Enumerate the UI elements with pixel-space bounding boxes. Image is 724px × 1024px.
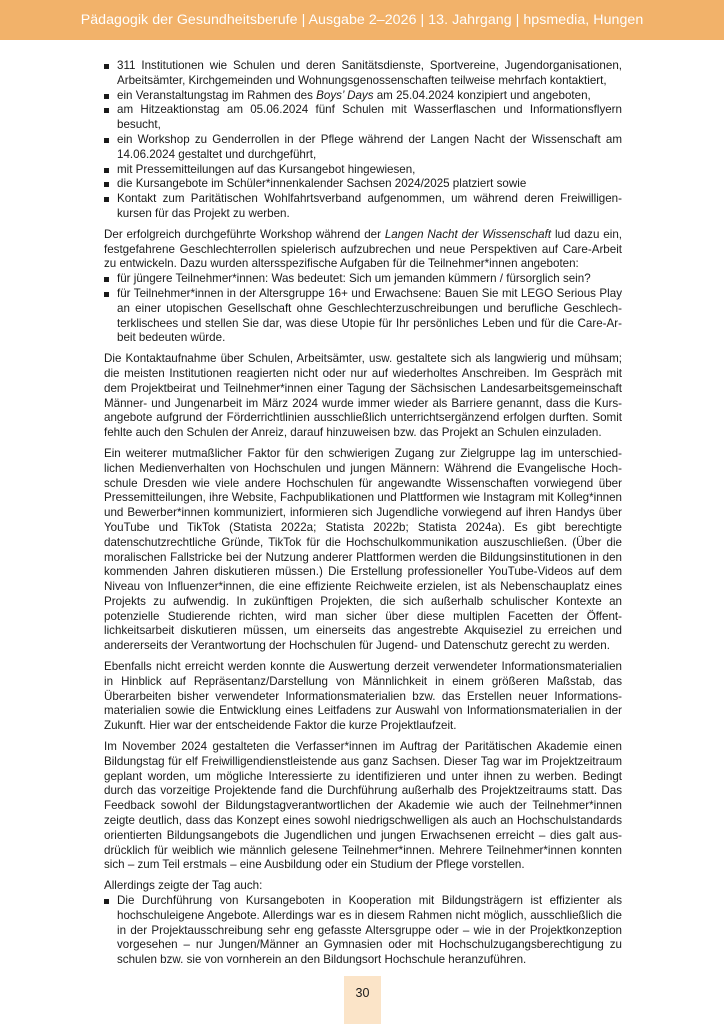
journal-header-title: Pädagogik der Gesundheitsberufe | Ausgabe 2–2026 | 13. Jahrgang | hpsmedia, Hungen xyxy=(80,12,644,28)
page-number: 30 xyxy=(355,986,370,1000)
list-item: ein Veranstaltungstag im Rahmen des Boys’ Days am 25.04.2024 konzipiert und angeboten, xyxy=(104,89,622,104)
paragraph: Im November 2024 gestalteten die Verfasser*innen im Auftrag der Paritätischen Akademie einen Bildungstag für elf Freiwilligendienstleistende aus ganz Sachsen. Dieser Tag war im Projektzeitraum geplant worden, um mögliche Interessierte zu identifizieren und unter ihnen zu werben. Bedingt durch das vorzeitige Projektende fand die Durchführung außerhalb des Projektzeitraums statt. Das Feedback sowohl der Bildungstagverantwortlichen der Akademie wie auch der Teilnehmer*innen zeigte deutlich, dass das Konzept eines sowohl niedrigschwelligen als auch an Hochschulstandards orientierten Bildungsangebots die Jugendlichen und jungen Erwachsenen erreicht – dies galt ausdrücklich für weiblich wie männlich gelesene Teilnehmer*innen. Mehrere Teilnehmer*innen konnten sich – zum Teil erstmals – eine Ausbildung oder ein Studium der Pflege vorstellen. xyxy=(104,740,622,872)
list-item: mit Pressemitteilungen auf das Kursangebot hingewiesen, xyxy=(104,163,622,178)
list-item: ein Workshop zu Genderrollen in der Pflege während der Langen Nacht der Wissenschaft am 14.06.2024 gestaltet und durchgeführt, xyxy=(104,133,622,163)
paragraph: Der erfolgreich durchgeführte Workshop während der Langen Nacht der Wissenschaft lud dazu ein, festgefahrene Geschlechterrollen spielerisch aufzubrechen und neue Perspektiven auf Care-Arbeit zu entwickeln. Dazu wurden altersspezifische Aufgaben für die Teilnehmer*innen angeboten: xyxy=(104,227,623,271)
paragraph: Die Kontaktaufnahme über Schulen, Arbeitsämter, usw. gestaltete sich als langwierig und mühsam; die meisten Institutionen reagierten nicht oder nur auf wiederholtes Anschreiben. Im Gespräch mit dem Projektbeirat und Teilnehmer*innen einer Tagung der Sächsischen Landesarbeitsgemeinschaft Männer- und Jungenarbeit im März 2024 wurde immer wieder als Barriere genannt, dass die Kursangebote aufgrund der Förderrichtlinien ausschließlich unterrichtsergänzend erfolgen durften. Somit fehlte auch den Schulen der Anreiz, darauf hinzuweisen bzw. das Projekt an Schulen einzuladen. xyxy=(104,352,622,440)
activity-list xyxy=(104,59,622,222)
article-body xyxy=(104,59,622,974)
journal-header xyxy=(0,0,724,40)
paragraph: Ebenfalls nicht erreicht werden konnte die Auswertung derzeit verwendeter Informationsmaterialien in Hinblick auf Repräsentanz/Darstellung von Männlichkeit in einem größeren Maßstab, das Überarbeiten bisher verwendeter Informationsmaterialien bzw. das Erstellen neuer Informationsmaterialien sowie die Entwicklung eines Leitfadens zur Auswahl von Informationsmaterialien in der Zukunft. Hier war der entscheidende Faktor die kurze Projektlaufzeit. xyxy=(104,660,622,733)
list-item: für jüngere Teilnehmer*innen: Was bedeutet: Sich um jemanden kümmern / fürsorglich sein? xyxy=(104,272,622,287)
list-item: am Hitzeaktionstag am 05.06.2024 fünf Schulen mit Wasserflaschen und Informationsflyern besucht, xyxy=(104,103,622,133)
list-item: 311 Institutionen wie Schulen und deren Sanitätsdienste, Sportvereine, Jugendorganisationen, Arbeitsämter, Kirchgemeinden und Wohnungsgenossenschaften teilweise mehrfach kontaktiert, xyxy=(104,59,622,89)
list-item: die Kursangebote im Schüler*innenkalender Sachsen 2024/2025 platziert sowie xyxy=(104,177,622,192)
paragraph: Ein weiterer mutmaßlicher Faktor für den schwierigen Zugang zur Zielgruppe lag im unterschiedlichen Medienverhalten von Hochschulen und jungen Männern: Während die Evangelische Hochschule Dresden wie viele andere Hochschulen für angewandte Wissenschaften vorwiegend über Pressemitteilungen, ihre Website, Fachpublikationen und Plattformen wie Instagram mit Kolleg*innen und Bewerber*innen kommuniziert, informieren sich Jugendliche vorwiegend auf ihren Handys über YouTube und TikTok (Statista 2022a; Statista 2022b; Statista 2024a). Es gibt berechtigte datenschutzrechtliche Gründe, TikTok für die Hochschulkommunikation auszuschließen. (Über die moralischen Fallstricke bei der Nutzung anderer Plattformen werden die Bildungsinstitutionen in den kommenden Jahren diskutieren müssen.) Die Erstellung professioneller YouTube-Videos auf dem Niveau von Influenzer*innen, die eine effiziente Reichweite erzielen, ist als Nebenschauplatz eines Projekts zu aufwendig. In zukünftigen Projekten, die sich außerhalb schulischer Kontexte an potenzielle Studierende richten, wird man sicher über diese multiplen Facetten der Öffentlichkeitsarbeit diskutieren müssen, um einerseits das angestrebte Akquiseziel zu erreichen und andererseits der Verantwortung der Hochschulen für Jugend- und Datenschutz gerecht zu werden. xyxy=(104,446,622,653)
paragraph: Allerdings zeigte der Tag auch: xyxy=(104,879,263,893)
page-number-tab xyxy=(344,976,381,1024)
list-item: Die Durchführung von Kursangeboten in Kooperation mit Bildungsträgern ist effizienter als hochschuleigene Angebote. Allerdings war es in diesem Rahmen nicht möglich, ausschließlich die in der Projektausschreibung sehr eng gefasste Altersgruppe oder – wie in der Projektkonzeption vorgesehen – nur Jungen/Männer an Gymnasien oder mit Hochschulzugangsberechtigung zu schulen bzw. sie von vornherein an den Bildungsort Hochschule heranzuführen. xyxy=(104,894,622,968)
list-item: für Teilnehmer*innen in der Altersgruppe 16+ und Erwachsene: Bauen Sie mit LEGO Serious Play an einer utopischen Gesellschaft ohne Geschlechterzuschreibungen und berufliche Geschlechterklischees und stellen Sie dar, was diese Utopie für Ihr persönliches Leben und für die Care-Arbeit bedeuten würde. xyxy=(104,287,622,346)
findings-list xyxy=(104,894,622,968)
task-list xyxy=(104,272,622,346)
list-item: Kontakt zum Paritätischen Wohlfahrtsverband aufgenommen, um während deren Freiwilligenkursen für das Projekt zu werben. xyxy=(104,192,622,222)
